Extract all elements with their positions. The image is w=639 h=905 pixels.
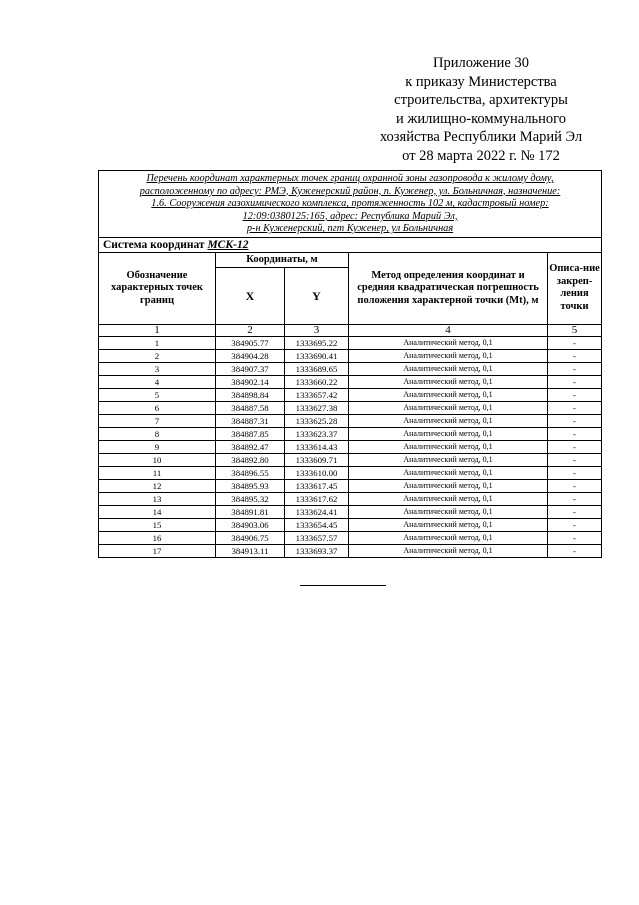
y-coordinate-cell: 1333624.41 xyxy=(285,505,349,518)
description-cell: - xyxy=(548,453,602,466)
x-coordinate-cell: 384913.11 xyxy=(216,544,285,557)
table-row xyxy=(99,492,602,505)
y-coordinate-cell: 1333610.00 xyxy=(285,466,349,479)
coordinate-system-value: МСК-12 xyxy=(207,238,249,251)
x-coordinate-cell: 384896.55 xyxy=(216,466,285,479)
description-cell: - xyxy=(548,440,602,453)
description-cell: - xyxy=(548,362,602,375)
table-row xyxy=(99,544,602,557)
method-cell: Аналитический метод, 0,1 xyxy=(349,336,548,349)
header-line: и жилищно-коммунального xyxy=(395,110,567,127)
coordinate-system xyxy=(99,237,602,252)
header-method: Метод определения координат и средняя квадратическая погрешность положения характерной точки (Mt), м xyxy=(349,252,548,324)
y-coordinate-cell: 1333660.22 xyxy=(285,375,349,388)
table-title xyxy=(99,171,602,238)
table-row xyxy=(99,466,602,479)
method-cell: Аналитический метод, 0,1 xyxy=(349,453,548,466)
table-row xyxy=(99,505,602,518)
y-coordinate-cell: 1333614.43 xyxy=(285,440,349,453)
header-line: к приказу Министерства xyxy=(405,73,557,90)
point-number-cell: 5 xyxy=(99,388,216,401)
y-coordinate-cell: 1333617.45 xyxy=(285,479,349,492)
table-row xyxy=(99,336,602,349)
method-cell: Аналитический метод, 0,1 xyxy=(349,401,548,414)
x-coordinate-cell: 384907.37 xyxy=(216,362,285,375)
description-cell: - xyxy=(548,531,602,544)
y-coordinate-cell: 1333693.37 xyxy=(285,544,349,557)
table-row xyxy=(99,362,602,375)
method-cell: Аналитический метод, 0,1 xyxy=(349,414,548,427)
x-coordinate-cell: 384902.14 xyxy=(216,375,285,388)
column-number: 2 xyxy=(216,324,285,336)
table-row xyxy=(99,531,602,544)
y-coordinate-cell: 1333625.28 xyxy=(285,414,349,427)
method-cell: Аналитический метод, 0,1 xyxy=(349,531,548,544)
point-number-cell: 7 xyxy=(99,414,216,427)
column-number: 3 xyxy=(285,324,349,336)
method-cell: Аналитический метод, 0,1 xyxy=(349,544,548,557)
x-coordinate-cell: 384895.93 xyxy=(216,479,285,492)
column-number: 5 xyxy=(548,324,602,336)
point-number-cell: 1 xyxy=(99,336,216,349)
footer-divider xyxy=(300,585,386,586)
table-row xyxy=(99,375,602,388)
table-title-line: 12:09:0380125:165, адрес: Республика Марий Эл, xyxy=(242,210,458,222)
table-title-line: р-н Куженерский, пгт Куженер, ул Больничная xyxy=(246,223,454,235)
header-line: Приложение 30 xyxy=(433,55,529,71)
x-coordinate-cell: 384887.85 xyxy=(216,427,285,440)
description-cell: - xyxy=(548,427,602,440)
column-numbers-row xyxy=(99,324,602,336)
point-number-cell: 2 xyxy=(99,349,216,362)
table-row xyxy=(99,349,602,362)
table-row xyxy=(99,427,602,440)
order-header xyxy=(340,54,622,165)
table-title-line: 1.6. Сооружения газохимического комплекса, протяженность 102 м, кадастровый номер: xyxy=(151,198,549,210)
description-cell: - xyxy=(548,518,602,531)
method-cell: Аналитический метод, 0,1 xyxy=(349,427,548,440)
point-number-cell: 8 xyxy=(99,427,216,440)
point-number-cell: 15 xyxy=(99,518,216,531)
header-line: хозяйства Республики Марий Эл xyxy=(379,129,583,145)
x-coordinate-cell: 384904.28 xyxy=(216,349,285,362)
y-coordinate-cell: 1333627.38 xyxy=(285,401,349,414)
header-row xyxy=(99,252,602,267)
coordinate-system-label: Система координат xyxy=(103,238,205,251)
table-title-line: расположенному по адресу: РМЭ, Куженерский район, п. Куженер, ул. Больничная, назначение: xyxy=(139,185,561,197)
y-coordinate-cell: 1333657.57 xyxy=(285,531,349,544)
table-row xyxy=(99,401,602,414)
y-coordinate-cell: 1333690.41 xyxy=(285,349,349,362)
coordinates-table xyxy=(98,170,602,558)
header-point-designation: Обозначение характерных точек границ xyxy=(99,252,216,324)
x-coordinate-cell: 384905.77 xyxy=(216,336,285,349)
method-cell: Аналитический метод, 0,1 xyxy=(349,492,548,505)
column-number: 1 xyxy=(99,324,216,336)
description-cell: - xyxy=(548,466,602,479)
point-number-cell: 17 xyxy=(99,544,216,557)
x-coordinate-cell: 384898.84 xyxy=(216,388,285,401)
method-cell: Аналитический метод, 0,1 xyxy=(349,505,548,518)
method-cell: Аналитический метод, 0,1 xyxy=(349,375,548,388)
header-description: Описа-ние закреп-ления точки xyxy=(548,252,602,324)
table-row xyxy=(99,414,602,427)
y-coordinate-cell: 1333617.62 xyxy=(285,492,349,505)
x-coordinate-cell: 384891.81 xyxy=(216,505,285,518)
point-number-cell: 6 xyxy=(99,401,216,414)
y-coordinate-cell: 1333695.22 xyxy=(285,336,349,349)
method-cell: Аналитический метод, 0,1 xyxy=(349,518,548,531)
description-cell: - xyxy=(548,492,602,505)
method-cell: Аналитический метод, 0,1 xyxy=(349,440,548,453)
description-cell: - xyxy=(548,336,602,349)
x-coordinate-cell: 384903.06 xyxy=(216,518,285,531)
coordinate-system-row xyxy=(99,237,602,252)
header-coordinates: Координаты, м xyxy=(216,252,349,267)
point-number-cell: 3 xyxy=(99,362,216,375)
method-cell: Аналитический метод, 0,1 xyxy=(349,388,548,401)
description-cell: - xyxy=(548,388,602,401)
point-number-cell: 11 xyxy=(99,466,216,479)
x-coordinate-cell: 384887.58 xyxy=(216,401,285,414)
header-line: строительства, архитектуры xyxy=(394,92,568,108)
table-row xyxy=(99,453,602,466)
point-number-cell: 12 xyxy=(99,479,216,492)
description-cell: - xyxy=(548,401,602,414)
table-row xyxy=(99,388,602,401)
description-cell: - xyxy=(548,505,602,518)
point-number-cell: 10 xyxy=(99,453,216,466)
description-cell: - xyxy=(548,349,602,362)
y-coordinate-cell: 1333654.45 xyxy=(285,518,349,531)
y-coordinate-cell: 1333657.42 xyxy=(285,388,349,401)
header-x: X xyxy=(216,267,285,324)
x-coordinate-cell: 384906.75 xyxy=(216,531,285,544)
y-coordinate-cell: 1333689.65 xyxy=(285,362,349,375)
table-row xyxy=(99,479,602,492)
y-coordinate-cell: 1333623.37 xyxy=(285,427,349,440)
header-line: от 28 марта 2022 г. № 172 xyxy=(402,147,560,164)
y-coordinate-cell: 1333609.71 xyxy=(285,453,349,466)
x-coordinate-cell: 384892.80 xyxy=(216,453,285,466)
method-cell: Аналитический метод, 0,1 xyxy=(349,479,548,492)
point-number-cell: 14 xyxy=(99,505,216,518)
point-number-cell: 13 xyxy=(99,492,216,505)
description-cell: - xyxy=(548,479,602,492)
header-y: Y xyxy=(285,267,349,324)
x-coordinate-cell: 384892.47 xyxy=(216,440,285,453)
table-row xyxy=(99,518,602,531)
description-cell: - xyxy=(548,375,602,388)
point-number-cell: 16 xyxy=(99,531,216,544)
method-cell: Аналитический метод, 0,1 xyxy=(349,466,548,479)
description-cell: - xyxy=(548,414,602,427)
x-coordinate-cell: 384895.32 xyxy=(216,492,285,505)
table-title-row xyxy=(99,171,602,238)
x-coordinate-cell: 384887.31 xyxy=(216,414,285,427)
column-number: 4 xyxy=(349,324,548,336)
method-cell: Аналитический метод, 0,1 xyxy=(349,362,548,375)
point-number-cell: 9 xyxy=(99,440,216,453)
description-cell: - xyxy=(548,544,602,557)
method-cell: Аналитический метод, 0,1 xyxy=(349,349,548,362)
point-number-cell: 4 xyxy=(99,375,216,388)
table-title-line: Перечень координат характерных точек границ охранной зоны газопровода к жилому дому, xyxy=(146,173,554,184)
table-row xyxy=(99,440,602,453)
